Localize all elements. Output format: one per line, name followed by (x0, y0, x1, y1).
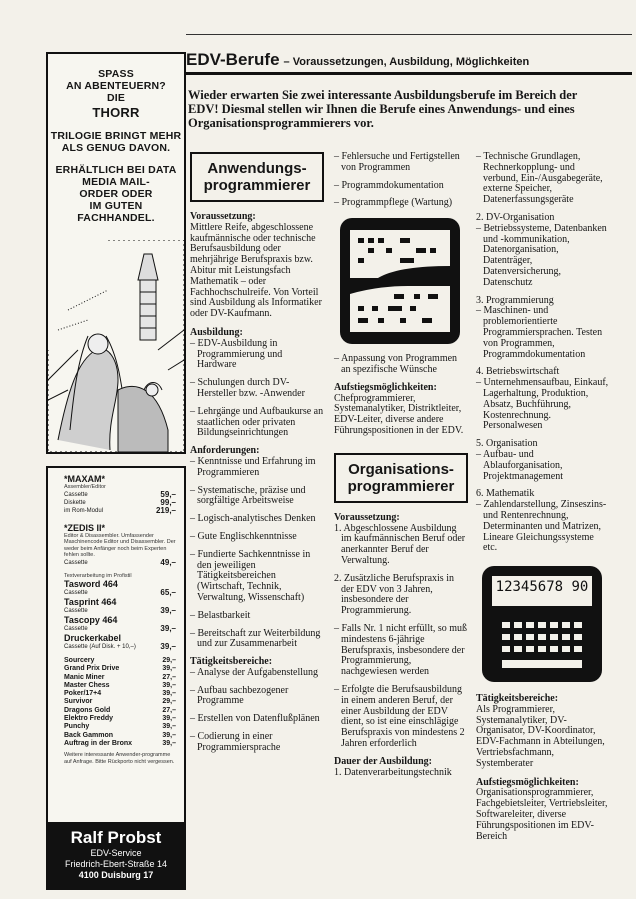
list-item: – Analyse der Aufgabenstellung (190, 666, 319, 678)
list-item: 2. Zusätzliche Berufspraxis in der EDV von 3 Jahren, insbesondere der Programmierung. (334, 572, 454, 617)
ad-line: DIE (106, 92, 126, 104)
product-desc: Editor & Disassembler. Umfassender Maschinencode Editor und Disassembler. Der weder beim Anfänger noch beim Experten fehlen sollte. (64, 532, 176, 558)
list-item: – Bereitschaft zur Weiterbildung und zur Zusammenarbeit (190, 627, 321, 650)
game-row: Punchy 39,– (64, 723, 176, 731)
list-item: – Aufbau sachbezogener Programme (190, 684, 289, 707)
list-item: – Programmdokumentation (334, 179, 444, 191)
tasword-caption: Textverarbeitung im Profistil (64, 572, 132, 579)
game-row: Grand Prix Drive 39,– (64, 665, 176, 673)
price-row: Cassette 49,– (64, 557, 176, 567)
list-item: – Unternehmensaufbau, Einkauf, Lagerhaltung, Produktion, Absatz, Buchführung, Kostenrechnung. Personalwesen (476, 377, 609, 432)
list-item: – Technische Grundlagen, Rechnerkopplung- und verbund, Ein-/Ausgabegeräte, externe Speicher, Datenerfassungsgeräte (476, 151, 603, 206)
list-item: – Aufbau- und Ablauforganisation, Projektmanagement (476, 448, 563, 482)
computer-screen-illustration (338, 216, 462, 346)
list-item: – Gute Englischkenntnisse (190, 530, 297, 542)
order-notice: Weitere interessante Anwender-programme auf Anfrage. Bitte Rückporto nicht vergessen. (64, 752, 175, 765)
ad-line: ORDER ODER (79, 188, 153, 200)
list-item: – Codierung in einer Programmiersprache (190, 731, 281, 753)
game-row: Poker/17+4 39,– (64, 690, 176, 698)
section-box-anwendungsprogrammierer: Anwendungs-programmierer (190, 152, 324, 202)
calculator-illustration (480, 564, 604, 684)
price-row: Cassette (Auf Disk. + 10,–) 39,– (64, 642, 176, 651)
product-name: Druckerkabel (64, 633, 122, 643)
software-shop-advert (46, 466, 186, 890)
thorr-advert (46, 52, 186, 454)
list-heading: 3. Programmierung (476, 294, 554, 306)
list-heading: 4. Betriebswirtschaft (476, 366, 560, 378)
ad-line: IM GUTEN (89, 200, 143, 212)
list-item: – Schulungen durch DV-Hersteller bzw. -Anwender (190, 377, 305, 399)
games-list (64, 657, 176, 748)
list-item: – Fundierte Sachkenntnisse in den jeweiligen Tätigkeitsbereichen (Wirtschaft, Technik, Verwaltung, Wissenschaft) (190, 548, 311, 603)
paragraph: Organisationsprogrammierer, Fachgebietsleiter, Vertriebsleiter, Softwareleiter, diverse Führungspositionen im EDV-Bereich (476, 787, 608, 842)
paragraph: Mittlere Reife, abgeschlossene kaufmännische oder technische Berufsausbildung oder mehrjährige Berufspraxis bzw. Abitur mit Leistungsfach Mathematik – oder Fachhochschulreife. Von Vorteil sind Ausbildung als Informatiker oder DV-Kaufmann. (190, 221, 322, 320)
header-rule (186, 72, 632, 75)
ad-line: ERHÄLTLICH BEI DATA (55, 164, 177, 176)
game-row: Sourcery 29,– (64, 657, 176, 664)
section-label: Aufstiegsmöglichkeiten: (476, 776, 579, 788)
section-label: Tätigkeitsbereiche: (476, 693, 559, 705)
list-heading: 6. Mathematik (476, 488, 535, 500)
list-item: – Fehlersuche und Fertigstellen von Programmen (334, 151, 460, 173)
game-row: Dragons Gold 27,– (64, 706, 176, 714)
list-item: – Zahlendarstellung, Zinseszins- und Rentenrechnung, Determinanten und Matrizen, Lineare Gleichungssysteme etc. (476, 499, 607, 554)
price-row: Cassette 39,– (64, 606, 176, 615)
section-label: Voraussetzung: (334, 511, 400, 523)
list-item: – Systematische, präzise und sorgfältige Arbeitsweise (190, 484, 306, 507)
ad-line: FACHHANDEL. (77, 212, 155, 224)
list-item: – Erstellen von Datenflußplänen (190, 713, 320, 725)
section-label: Anforderungen: (190, 445, 260, 457)
list-item: – Maschinen- und problemorientierte Programmiersprachen. Testen von Programmen, Programmdokumentation (476, 305, 603, 360)
paragraph: Chefprogrammierer, Systemanalytiker, Distriktleiter, EDV-Leiter, diverse andere Führungspositionen in der EDV. (334, 392, 464, 436)
price-row: Cassette 65,– (64, 588, 176, 597)
list-item: – Lehrgänge und Aufbaukurse an staatlichen oder privaten Bildungseinrichtungen (190, 405, 324, 439)
ad-game-title: THORR (92, 105, 140, 120)
ad-line: TRILOGIE BRINGT MEHR (50, 130, 182, 142)
section-label: Dauer der Ausbildung: (334, 755, 432, 767)
dealer-street: Friedrich-Ebert-Straße 14 (64, 859, 168, 869)
price-row: Diskette 99,– (64, 497, 176, 507)
column-1 (190, 152, 324, 761)
dealer-block (48, 822, 184, 888)
game-row: Auftrag in der Bronx 39,– (64, 739, 176, 747)
game-row: Survivor 29,– (64, 698, 176, 706)
product-name: *ZEDIS II* (64, 522, 106, 533)
list-item: – Erfolgte die Berufsausbildung in einem anderen Beruf, der einer Ausbildung der EDV dient, so ist eine einschlägige Berufspraxis von mindestens 2 Jahren erforderlich (334, 683, 465, 749)
section-label: Voraussetzung: (190, 211, 256, 222)
game-row: Master Chess 39,– (64, 681, 176, 689)
column-2 (334, 152, 468, 778)
list-item: 1. Abgeschlossene Ausbildung im kaufmännischen Beruf oder anerkannter Beruf der Verwaltung. (334, 522, 466, 566)
price-row: im Rom-Modul 219,– (64, 505, 176, 515)
section-box-organisationsprogrammierer: Organisations-programmierer (334, 453, 468, 503)
list-heading: 2. DV-Organisation (476, 211, 555, 223)
list-item: – Belastbarkeit (190, 609, 251, 621)
column-3 (476, 152, 610, 842)
list-item: – Programmpflege (Wartung) (334, 197, 453, 209)
dealer-city: 4100 Duisburg 17 (78, 870, 154, 880)
article-title: EDV-Berufe (186, 50, 280, 69)
price-row: Cassette 39,– (64, 624, 176, 633)
calculator-display: 12345678 90 (495, 579, 589, 596)
paragraph: 1. Datenverarbeitungstechnik (334, 766, 452, 778)
game-row: Manic Miner 27,– (64, 673, 176, 681)
list-item: – Betriebssysteme, Datenbanken und -kommunikation, Datenorganisation, Datenträger, Datenversicherung, Datenschutz (476, 222, 607, 288)
ad-line: MEDIA MAIL- (82, 176, 150, 188)
ad-line: AN ABENTEUERN? (66, 80, 166, 92)
paragraph: Als Programmierer, Systemanalytiker, DV-Organisator, DV-Koordinator, EDV-Fachmann in Abteilungen, Vertriebsfachmann, Systemberater (476, 703, 605, 769)
ad-line: ALS GENUG DAVON. (61, 142, 171, 154)
product-name: Tasprint 464 (64, 597, 117, 607)
top-rule (186, 34, 632, 35)
game-row: Elektro Freddy 39,– (64, 715, 176, 723)
list-item: – EDV-Ausbildung in Programmierung und Hardware (190, 337, 283, 371)
game-row: Back Gammon 39,– (64, 731, 176, 739)
list-item: – Anpassung von Programmen an spezifische Wünsche (334, 353, 458, 375)
product-name: *MAXAM* (64, 474, 106, 484)
list-item: – Falls Nr. 1 nicht erfüllt, so muß mindestens 6-jährige Berufspraxis, insbesondere der Programmierung, nachgewiesen werden (334, 622, 468, 678)
price-row: Cassette 59,– (64, 489, 176, 499)
product-name: Tascopy 464 (64, 615, 118, 625)
dealer-name: Ralf Probst (70, 828, 162, 847)
article-intro: Wieder erwarten Sie zwei interessante Ausbildungsberufe im Bereich der EDV! Diesmal stellen wir Ihnen die Berufe eines Anwendungs- und eines Organisationsprogrammierers vor. (188, 88, 578, 130)
list-item: – Logisch-analytisches Denken (190, 513, 316, 525)
article-subtitle: – Voraussetzungen, Ausbildung, Möglichkeiten (283, 56, 530, 68)
fantasy-illustration (48, 240, 184, 452)
article-header (186, 50, 632, 70)
ad-line: SPASS (98, 68, 134, 80)
product-name: Tasword 464 (64, 579, 118, 589)
section-label: Tätigkeitsbereiche: (190, 656, 273, 668)
list-heading: 5. Organisation (476, 438, 538, 450)
list-item: – Kenntnisse und Erfahrung im Programmieren (190, 455, 316, 478)
product-desc: Assembler/Editor (64, 484, 106, 490)
section-label: Aufstiegsmöglichkeiten: (334, 381, 437, 393)
section-label: Ausbildung: (190, 326, 243, 338)
dealer-service: EDV-Service (90, 848, 142, 858)
